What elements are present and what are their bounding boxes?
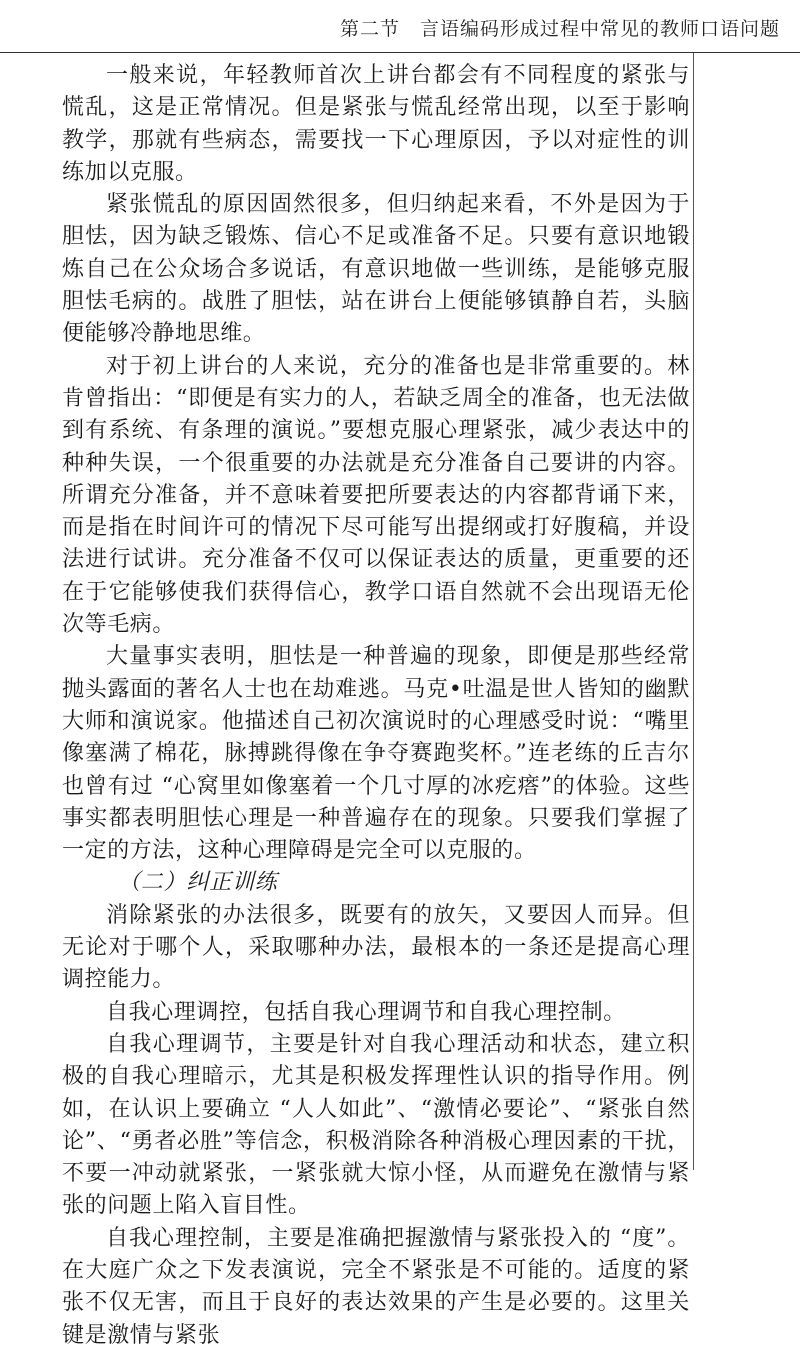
paragraph: 自我心理调节，主要是针对自我心理活动和状态，建立积极的自我心理暗示，尤其是积极发挥理性认识的指导作用。例如，在认识上要确立 “人人如此”、“激情必要论”、“紧张自然论”、“勇者必胜”等信念，积极消除各种消极心理因素的干扰，不要一冲动就紧张，一紧张就大惊小怪，从而避免在激情与紧张的问题上陷入盲目性。 <box>62 1031 690 1219</box>
paragraph: 自我心理调控，包括自我心理调节和自我心理控制。 <box>106 999 626 1025</box>
margin-rule <box>693 53 694 1170</box>
paragraph: 紧张慌乱的原因固然很多，但归纳起来看，不外是因为于胆怯，因为缺乏锻炼、信心不足或准备不足。只要有意识地锻炼自己在公众场合多说话，有意识地做一些训练，是能够克服胆怯毛病的。战胜了胆怯，站在讲台上便能够镇静自若，头脑便能够冷静地思维。 <box>62 192 690 347</box>
body-text <box>62 60 690 1352</box>
header-rule <box>0 52 800 53</box>
paragraph: 一般来说，年轻教师首次上讲台都会有不同程度的紧张与慌乱，这是正常情况。但是紧张与慌乱经常出现，以至于影响教学，那就有些病态，需要找一下心理原因，予以对症性的训练加以克服。 <box>62 63 690 185</box>
running-header: 第二节 言语编码形成过程中常见的教师口语问题 <box>339 18 780 40</box>
paragraph: 消除紧张的办法很多，既要有的放矢，又要因人而异。但无论对于哪个人，采取哪种办法，最根本的一条还是提高心理调控能力。 <box>62 902 690 993</box>
paragraph: 对于初上讲台的人来说，充分的准备也是非常重要的。林肯曾指出：“即便是有实力的人，若缺乏周全的准备，也无法做到有系统、有条理的演说。”要想克服心理紧张，减少表达中的种种失误，一个很重要的办法就是充分准备自己要讲的内容。所谓充分准备，并不意味着要把所要表达的内容都背诵下来，而是指在时间许可的情况下尽可能写出提纲或打好腹稿，并设法进行试讲。充分准备不仅可以保证表达的质量，更重要的还在于它能够使我们获得信心，教学口语自然就不会出现语无伦次等毛病。 <box>62 353 690 638</box>
paragraph: 大量事实表明，胆怯是一种普遍的现象，即便是那些经常抛头露面的著名人士也在劫难逃。马克•吐温是世人皆知的幽默大师和演说家。他描述自己初次演说时的心理感受时说：“嘴里像塞满了棉花，脉搏跳得像在争夺赛跑奖杯。”连老练的丘吉尔也曾有过 “心窝里如像塞着一个几寸厚的冰疙瘩”的体验。这些事实都表明胆怯心理是一种普遍存在的现象。只要我们掌握了一定的方法，这种心理障碍是完全可以克服的。 <box>62 644 690 864</box>
section-subheading: （二）纠正训练 <box>118 870 278 896</box>
paragraph: 自我心理控制，主要是准确把握激情与紧张投入的 “度”。在大庭广众之下发表演说，完全不紧张是不可能的。适度的紧张不仅无害，而且于良好的表达效果的产生是必要的。这里关键是激情与紧张 <box>62 1225 690 1348</box>
